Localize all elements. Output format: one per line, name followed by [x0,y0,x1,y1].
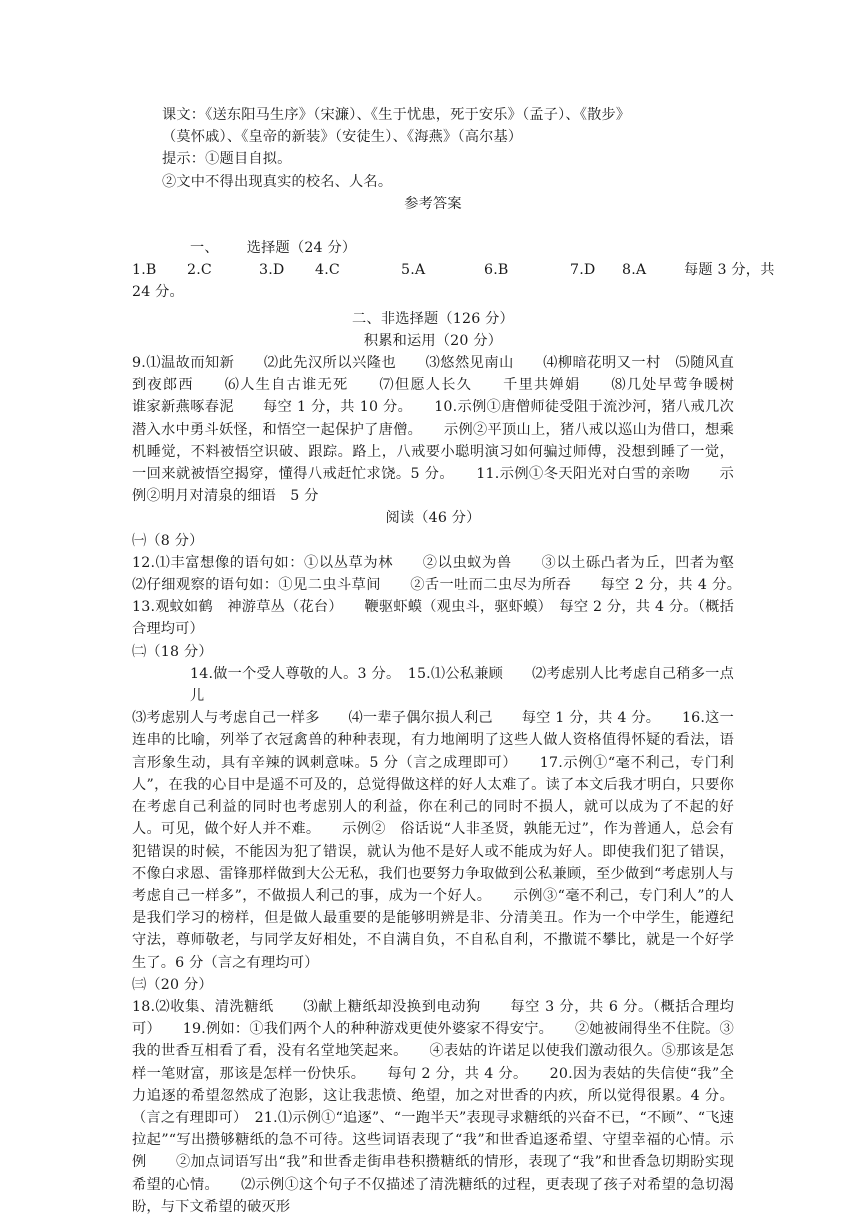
section-2-sub-accumulation: 积累和运用（20 分） [363,332,503,349]
section-2-title: 二、非选择题（126 分） [352,310,514,327]
section-1-heading [132,237,734,259]
reading-1-heading: ㈠（8 分） [132,532,204,549]
reading-3-answers: 18.⑵收集、清洗糖纸 ⑶献上糖纸却没换到电动狗 每空 3 分，共 6 分。（概括合理均可） 19.例如：①我们两个人的种种游戏更使外婆家不得安宁。 ②她被闹得坐不住院。③我的世香互相看了看，没有名堂地笑起来。 ④表姑的许诺足以使我们激动很久。⑤那该是怎样一笔财富，那该是怎样一份快乐。 每句 2 分，共 4 分。 20.因为表姑的失信使“我”全力追逐的希望忽然成了泡影，这让我悲愤、绝望，加之对世香的内疚，所以觉得很累。4 分。（言之有理即可） 21.⑴示例①“追逐”、“一跑半天”表现寻求糖纸的兴奋不已，“不顾”、“飞速拉起”“写出攒够糖纸的急不可待。这些词语表现了“我”和世香追逐希望、守望幸福的心情。示例 ②加点词语写出“我”和世香走街串巷积攒糖纸的情形，表现了“我”和世香急切期盼实现希望的心情。 ⑵示例①这个句子不仅描述了清洗糖纸的过程，更表现了孩子对希望的急切渴盼，与下文希望的破灭形 [132,998,734,1215]
section-1-number: 一、 [190,240,219,257]
tip-1: 提示：①题目自拟。 [162,151,292,168]
section-1-label: 选择题（24 分） [246,240,357,257]
answer-3: 3.D [259,262,285,279]
document-page [132,104,775,1218]
reading-2-heading: ㈡（18 分） [132,643,213,660]
answer-5: 5.A [401,262,426,279]
answer-2: 2.C [187,262,212,279]
answer-8: 8.A [622,262,647,279]
reading-2-first-answers: 14.做一个受人尊敬的人。3 分。 15.⑴公私兼顾 ⑵考虑别人比考虑自己稍多一点儿 [190,665,734,705]
section-2-sub-reading: 阅读（46 分） [385,510,481,527]
kewen-line-2: （莫怀戚）、《皇帝的新装》（安徒生）、《海燕》（高尔基） [162,129,523,146]
spacer [132,215,734,237]
choice-answers-row [132,259,775,281]
reading-2-answers: ⑶考虑别人与考虑自己一样多 ⑷一辈子偶尔损人利己 每空 1 分，共 4 分。 16.这一连串的比喻，列举了衣冠禽兽的种种表现，有力地阐明了这些人做人资格值得怀疑的看法，语言形象生动，具有辛辣的讽刺意味。5 分（言之成理即可） 17.示例①“毫不利己，专门利人”，在我的心目中是遥不可及的，总觉得做这样的好人太难了。读了本文后我才明白，只要你在考虑自己利益的同时也考虑别人的利益，你在利己的同时不损人，就可以成为了不起的好人。可见，做个好人并不难。 示例② 俗话说“人非圣贤，孰能无过”，作为普通人，总会有犯错误的时候，不能因为犯了错误，就认为他不是好人或不能成为好人。即使我们犯了错误，不像白求恩、雷锋那样做到大公无私，我们也要努力争取做到公私兼顾，至少做到“考虑别人与考虑自己一样多”，不做损人利己的事，成为一个好人。 示例③“毫不利己，专门利人”的人是我们学习的榜样，但是做人最重要的是能够明辨是非、分清美丑。作为一个中学生，能遵纪守法，尊师敬老，与同学友好相处，不自满自负，不自私自利，不撒谎不攀比，就是一个好学生了。6 分（言之有理均可） [132,710,734,971]
reading-3-heading: ㈢（20 分） [132,976,213,993]
answer-7: 7.D [570,262,596,279]
answer-4: 4.C [315,262,340,279]
kewen-line-1: 课文：《送东阳马生序》（宋濂）、《生于忧患，死于安乐》（孟子）、《散步》 [162,107,631,123]
section-1-score-note-cont: 24 分。 [132,284,184,301]
tip-2: ②文中不得出现真实的校名、人名。 [162,173,393,190]
answer-title: 参考答案 [404,195,462,212]
answer-6: 6.B [484,262,509,279]
answer-1: 1.B [132,262,157,279]
section-1-score-note: 每题 3 分，共 [684,262,775,279]
reading-1-answers: 12.⑴丰富想像的语句如：①以丛草为林 ②以虫蚁为兽 ③以土砾凸者为丘，凹者为壑 ⑵仔细观察的语句如：①见二虫斗草间 ②舌一吐而二虫尽为所吞 每空 2 分，共 4 分。 13.观蚊如鹤 神游草丛（花台） 鞭驱虾蟆（观虫斗，驱虾蟆） 每空 2 分，共 4 分。（概括合理均可） [132,554,763,638]
accumulation-answers: 9.⑴温故而知新 ⑵此先汉所以兴隆也 ⑶悠然见南山 ⑷柳暗花明又一村 ⑸随风直到夜郎西 ⑹人生自古谁无死 ⑺但愿人长久 千里共婵娟 ⑻几处早莺争暖树 谁家新燕啄春泥 每空 1 分，共 10 分。 10.示例①唐僧师徒受阻于流沙河，猪八戒几次潜入水中勇斗妖怪，和悟空一起保护了唐僧。 示例②平顶山上，猪八戒以巡山为借口，想乘机睡觉，不料被悟空识破、跟踪。路上，八戒要小聪明演习如何骗过师傅，没想到睡了一觉，一回来就被悟空揭穿，懂得八戒赶忙求饶。5 分。 11.示例①冬天阳光对白雪的亲吻 示例②明月对清泉的细语 5 分 [132,355,763,505]
